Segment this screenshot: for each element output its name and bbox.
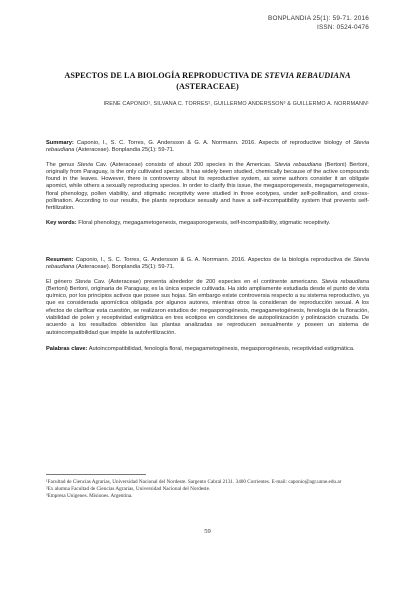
resumen-species: Stevia rebaudiana xyxy=(46,256,369,271)
abstract-en-text-1: The genus xyxy=(46,161,78,168)
title-line-2: (ASTERACEAE) xyxy=(176,82,239,91)
abstract-es-text-3: (Bertoni) Bertoni, originaria de Paraguay, es la única especie cultivada. Ha sido ampliamente estudiada desde el punto de vista químico, por los principios activos que posee sus hojas. Sin embargo existe controversia respecto a su sistema reproductivo, ya que es considerada apomíctica obligada por algunos autores, mientras otros la consideran de reproducción sexual. A los efectos de clarificar esta cuestión, se realizaron estudios de: megasporogénesis, megagametogénesis, fenología de la floración, viabilidad de polen y receptividad estigmática en tres ecotipos en condiciones de autopolinización y polinización cruzada. De acuerdo a los resultados obtenidos las plantas analizadas se reproducen sexualmente y poseen un sistema de autoincompatibilidad que impide la autofertilización. xyxy=(46,285,369,336)
journal-citation: BONPLANDIA 25(1): 59-71. 2016 xyxy=(267,15,369,22)
footnote-1: ¹Facultad de Ciencias Agrarias, Universidad Nacional del Nordeste. Sargento Cabral 2131. 3400 Corrientes. E-mail: caponio@agr.unne.edu.ar xyxy=(46,479,342,485)
abstract-en-text-2: Cav. (Asteraceae) consists of about 200 species in the Americas. xyxy=(92,161,275,168)
resumen-citation-text: Caponio, I., S. C. Torres, G. Andersson & G. A. Norrmann. 2016. Aspectos de la biología reproductiva de xyxy=(73,256,354,263)
page-number: 59 xyxy=(204,528,211,535)
abstract-es-text-1: El género xyxy=(46,278,75,285)
keywords-text: Floral phenology, megagametogenesis, megasporogenesis, self-incompatibility, stigmatic receptivity. xyxy=(76,219,331,226)
summary-citation-text: Caponio, I., S. C. Torres, G. Andersson & G. A. Norrmann. 2016. Aspects of reproductive biology of xyxy=(73,140,354,146)
abstract-en-species: Stevia rebaudiana xyxy=(274,161,322,168)
title-line-1 xyxy=(46,70,369,81)
abstract-es-species: Stevia rebaudiana xyxy=(321,278,369,285)
resumen-rest: (Asteraceae). Bonplandia 25(1): 59-71. xyxy=(74,264,175,271)
journal-issn: ISSN: 0524-0476 xyxy=(316,24,369,31)
abstract-spanish xyxy=(46,279,369,337)
keywords-label: Key words: xyxy=(46,219,77,226)
keywords xyxy=(46,220,369,227)
footnote-3: ³Empresa Unigenes. Misiones. Argentina. xyxy=(46,493,133,500)
summary-rest: (Asteraceae). Bonplandia 25(1): 59-71. xyxy=(74,147,175,154)
footnote-divider xyxy=(46,474,146,475)
palabras-clave xyxy=(46,346,369,353)
abstract-es-text-2: Cav. (Asteraceae) presenta alrededor de 200 especies en el continente americano. xyxy=(90,278,322,285)
title-species: STEVIA REBAUDIANA xyxy=(264,71,351,80)
author-list: IRENE CAPONIO¹, SILVANA C. TORRES², GUILLERMO ANDERSSON³ & GUILLERMO A. NORRMANN¹ xyxy=(103,101,369,107)
summary-label: Summary: xyxy=(46,140,74,146)
abstract-es-genus: Stevia xyxy=(75,278,91,285)
journal-header xyxy=(46,14,369,32)
footnote-2: ²Ex alumna Facultad de Ciencias Agrarias, Universidad Nacional del Nordeste. xyxy=(46,486,211,493)
title-prefix: ASPECTOS DE LA BIOLOGÍA REPRODUCTIVA DE xyxy=(64,71,265,80)
footnotes xyxy=(46,479,369,501)
abstract-english xyxy=(46,162,369,213)
palabras-text: Autoincompatibilidad, fenología floral, megagametogénesis, megasporogénesis, receptividad estigmática. xyxy=(87,345,355,352)
palabras-label: Palabras clave: xyxy=(46,345,88,352)
abstract-en-genus: Stevia xyxy=(77,161,93,168)
abstract-en-text-3: (Bertoni) Bertoni, originally from Paraguay, is the only cultivated species. It has widely been studied, chemically because of the active compounds found in the leaves. However, there is controversy about its reproductive system, as some authors consider it an obligate apomict, while others a sexually reproducing species. In order to clarify this issue, the megasporogenesis, megagametogenesis, floral phenology, pollen viability, and stigmatic receptivity were studied in three ecotypes, under self-pollination, and cross-pollination. According to our results, the plants reproduce sexually and have a self-incompatibility system that prevents self-fertilization. xyxy=(46,161,369,212)
article-title xyxy=(46,70,369,92)
resumen-citation xyxy=(46,257,369,272)
summary-species: Stevia rebaudiana xyxy=(46,140,369,154)
resumen-label: Resumen: xyxy=(46,256,74,263)
summary-citation xyxy=(46,140,369,155)
